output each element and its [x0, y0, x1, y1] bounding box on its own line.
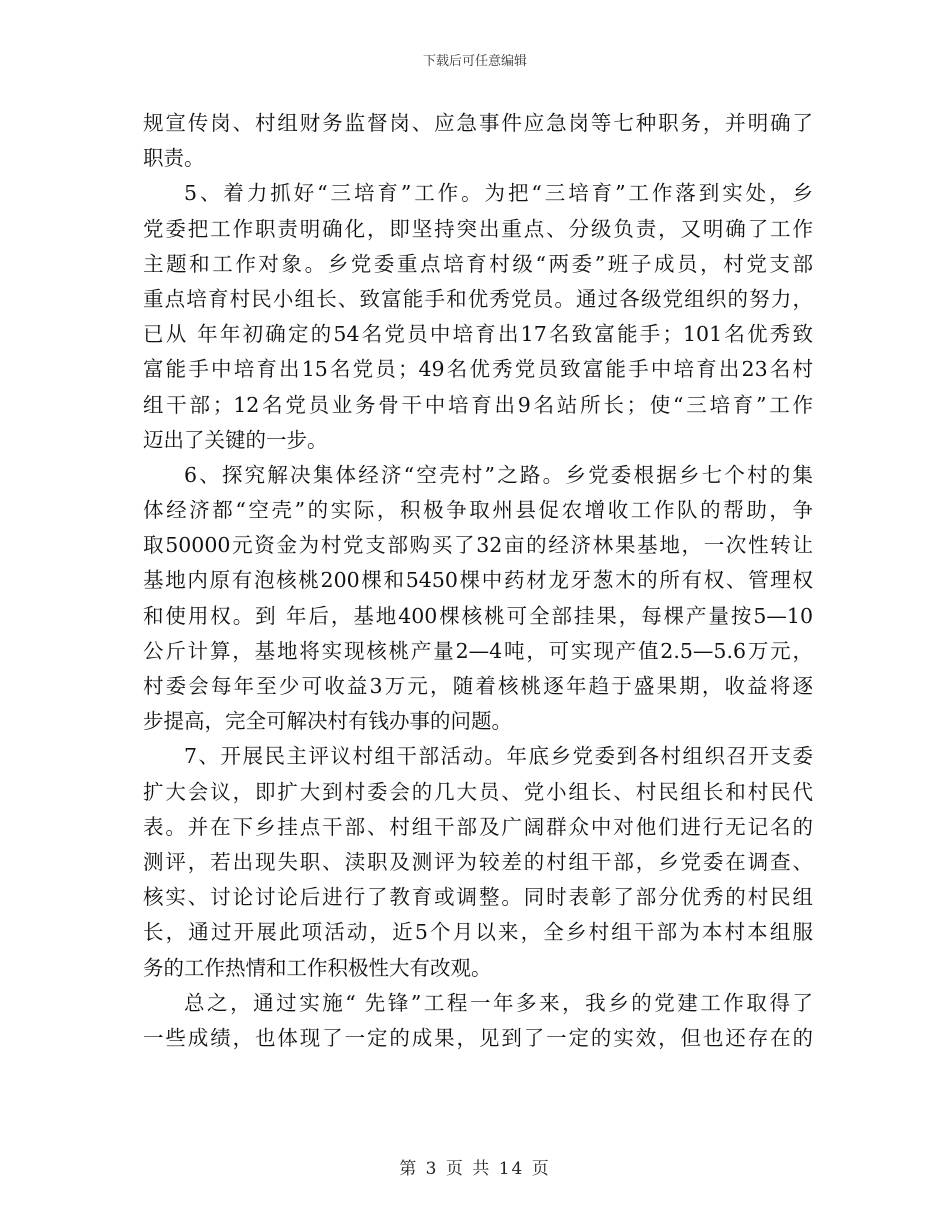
text-line: 迈出了关键的一步。 — [143, 427, 328, 452]
text-line: 村委会每年至少可收益3万元，随着核桃逐年趋于盛果期，收益将逐 — [143, 674, 813, 698]
paragraph — [143, 739, 813, 985]
document-body — [143, 106, 813, 1056]
text-line: 务的工作热情和工作积极性大有改观。 — [143, 955, 492, 980]
paragraph — [143, 106, 813, 176]
page-number-footer: 第 3 页 共 14 页 — [399, 1159, 551, 1179]
text-line: 公斤计算，基地将实现核桃产量2—4吨，可实现产值2.5—5.6万元， — [143, 638, 813, 663]
text-line: 测评，若出现失职、渎职及测评为较差的村组干部，乡党委在调查、 — [143, 849, 813, 874]
text-line: 6、探究解决集体经济“空壳村”之路。乡党委根据乡七个村的集 — [184, 462, 813, 487]
text-line: 富能手中培育出15名党员；49名优秀党员致富能手中培育出23名村 — [143, 357, 813, 382]
text-line: 和使用权。到 年后，基地400棵核桃可全部挂果，每棵产量按5—10 — [143, 603, 813, 628]
text-line: 基地内原有泡核桃200棵和5450棵中药材龙牙葱木的所有权、管理权 — [143, 568, 813, 593]
text-line: 职责。 — [143, 146, 205, 171]
text-line: 核实、讨论讨论后进行了教育或调整。同时表彰了部分优秀的村民组 — [143, 885, 813, 910]
text-line: 党委把工作职责明确化，即坚持突出重点、分级负责，又明确了工作 — [143, 216, 813, 241]
text-line: 主题和工作对象。乡党委重点培育村级“两委”班子成员，村党支部 — [143, 251, 813, 276]
text-line: 步提高，完全可解决村有钱办事的问题。 — [143, 709, 512, 734]
text-line: 组干部；12名党员业务骨干中培育出9名站所长；使“三培育”工作 — [143, 392, 813, 417]
text-line: 5、着力抓好“三培育”工作。为把“三培育”工作落到实处，乡 — [184, 181, 813, 206]
text-line: 扩大会议，即扩大到村委会的几大员、党小组长、村民组长和村民代 — [143, 779, 813, 804]
text-line: 长，通过开展此项活动，近5个月以来，全乡村组干部为本村本组服 — [143, 920, 813, 945]
text-line: 一些成绩，也体现了一定的成果，见到了一定的实效，但也还存在的 — [143, 1025, 813, 1050]
text-line: 7、开展民主评议村组干部活动。年底乡党委到各村组织召开支委 — [184, 744, 813, 769]
paragraph — [143, 458, 813, 740]
text-line: 规宣传岗、村组财务监督岗、应急事件应急岗等七种职务，并明确了 — [143, 111, 813, 135]
paragraph — [143, 176, 813, 458]
text-line: 总之，通过实施“ 先锋”工程一年多来，我乡的党建工作取得了 — [184, 990, 813, 1015]
text-line: 体经济都“空壳”的实际，积极争取州县促农增收工作队的帮助，争 — [143, 498, 813, 523]
paragraph — [143, 986, 813, 1056]
text-line: 重点培育村民小组长、致富能手和优秀党员。通过各级党组织的努力， — [143, 286, 813, 311]
text-line: 取50000元资金为村党支部购买了32亩的经济林果基地，一次性转让 — [143, 533, 813, 558]
text-line: 已从 年年初确定的54名党员中培育出17名致富能手；101名优秀致 — [143, 322, 813, 347]
text-line: 表。并在下乡挂点干部、村组干部及广阔群众中对他们进行无记名的 — [143, 814, 813, 839]
page-header: 下载后可任意编辑 — [422, 54, 527, 69]
